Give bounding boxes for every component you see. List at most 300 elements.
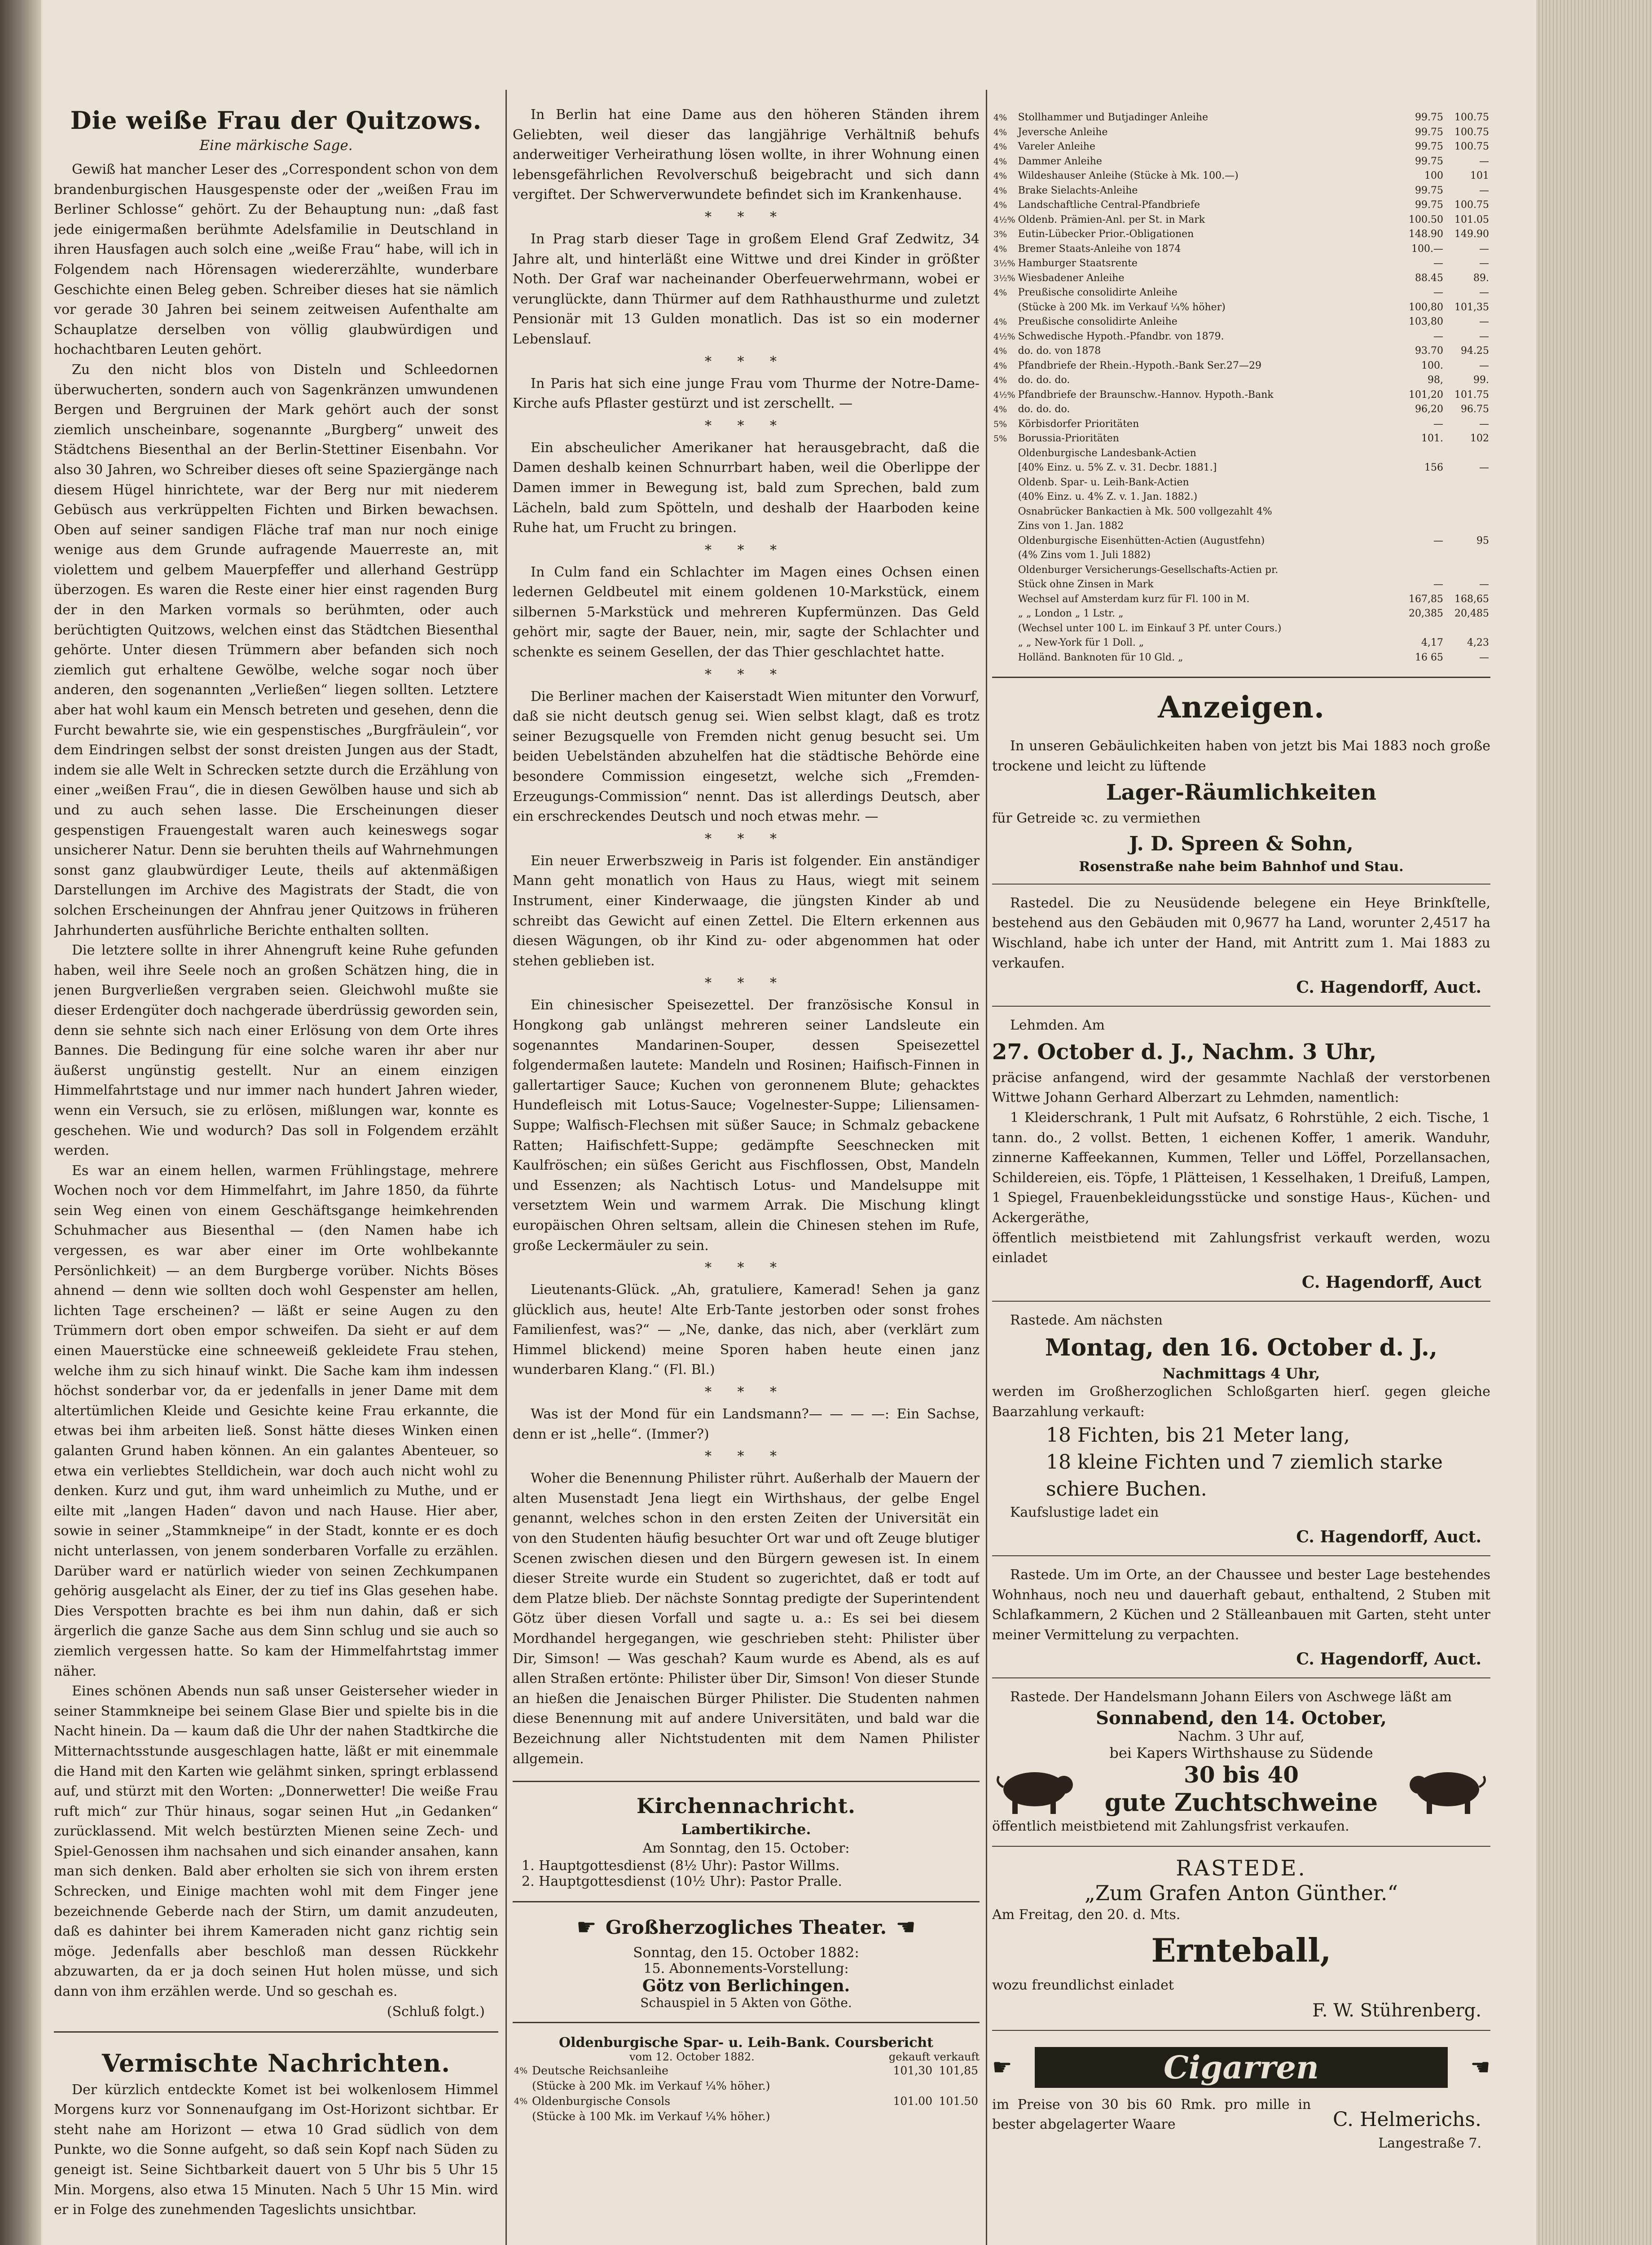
ad-text: Rastede. Der Handelsmann Johann Eilers von Aschwege läßt am bbox=[1010, 1689, 1452, 1705]
column-left bbox=[54, 90, 498, 2245]
ad-item: schiere Buchen. bbox=[1046, 1478, 1207, 1501]
rate-pct bbox=[992, 475, 1017, 490]
ad-time: Nachm. 3 Uhr auf, bbox=[1178, 1729, 1305, 1745]
rate-name: Preußische consolidirte Anleihe bbox=[1018, 316, 1177, 327]
table-row bbox=[992, 169, 1490, 184]
table-row bbox=[992, 592, 1490, 607]
table-row bbox=[992, 461, 1490, 475]
separator-stars: * * * bbox=[704, 418, 788, 434]
rate-buy: 99.75 bbox=[1415, 126, 1443, 138]
separator-stars: * * * bbox=[704, 353, 788, 370]
table-row: 4% Deutsche Reichsanleihe 101,30 101,85 bbox=[514, 2064, 978, 2078]
separator-stars: * * * bbox=[704, 209, 788, 225]
rate-name: Schwedische Hypoth.-Pfandbr. von 1879. bbox=[1018, 330, 1224, 342]
pointing-hand-right-icon: ☛ bbox=[576, 1914, 597, 1941]
ad-text: Rastedel. Die zu Neusüdende belegene ein Heye Brinkſtelle, bestehend aus den Gebäuden mit 0,9677 ha Land, worunter 2,4517 ha Wischland, habe ich unter der Hand, mit Antritt zum 1. Mai 1883 zu verkaufen. bbox=[992, 895, 1490, 971]
table-row bbox=[992, 490, 1490, 505]
table-row bbox=[992, 621, 1490, 636]
rate-pct bbox=[992, 577, 1017, 592]
rate-sell: 95 bbox=[1476, 535, 1489, 546]
column-middle bbox=[513, 90, 980, 2245]
ad-signature: C. Hagendorff, Auct. bbox=[1296, 978, 1481, 997]
church-title: Kirchennachricht. bbox=[637, 1794, 856, 1818]
rate-buy: 20,385 bbox=[1409, 608, 1443, 619]
church-service: 1. Hauptgottesdienst (8½ Uhr): Pastor Willms. bbox=[522, 1858, 840, 1874]
rate-name: [40% Einz. u. 5% Z. v. 31. Decbr. 1881.] bbox=[1018, 462, 1217, 473]
table-row bbox=[992, 373, 1490, 388]
rate-name: Landschaftliche Central-Pfandbriefe bbox=[1018, 199, 1200, 211]
rate-pct: 4% bbox=[993, 317, 1007, 327]
rate-name: Bremer Staats-Anleihe von 1874 bbox=[1018, 243, 1181, 255]
rate-name: Wiesbadener Anleihe bbox=[1018, 272, 1125, 284]
rate-pct: 4% bbox=[993, 288, 1007, 298]
rate-pct: 4% bbox=[993, 171, 1007, 181]
pig-icon bbox=[1405, 1762, 1490, 1816]
pig-ad-row bbox=[992, 1761, 1490, 1817]
table-row bbox=[992, 519, 1490, 534]
ad-text: für Getreide ꝛc. zu vermiethen bbox=[992, 810, 1201, 827]
rate-sell bbox=[1445, 490, 1490, 505]
ad-divider bbox=[992, 1677, 1490, 1678]
ad-text: öffentlich meistbietend mit Zahlungsfrist verkaufen. bbox=[992, 1818, 1349, 1835]
rate-sell bbox=[1445, 446, 1490, 461]
rate-buy: 4,17 bbox=[1421, 637, 1443, 648]
rate-sell: 102 bbox=[1470, 433, 1489, 444]
rate-buy: — bbox=[1433, 330, 1443, 342]
rate-sell: 100.75 bbox=[1454, 126, 1489, 138]
rate-pct: 4% bbox=[993, 185, 1007, 196]
rate-pct: 4% bbox=[993, 244, 1007, 254]
rate-buy: 100 bbox=[1424, 170, 1443, 181]
story-paragraph: Eines schönen Abends nun saß unser Geisterseher wieder in seiner Stammkneipe bei seinem Glase Bier und spielte bis in die Nacht hinein. Da — kaum daß die Uhr der nahen Stadtkirche die Mitternachtsstunde ausgeschlagen hatte, läßt er mit einemmale die Hand mit den Karten wie gelähmt sinken, springt erblassend auf, und stürzt mit den Worten: „Donnerwetter! Die weiße Frau ruft mich“ zur Thür hinaus, sogar seinen Hut „in Gedanken“ zurücklassend. Mit welch bestürzten Mienen seine Zech- und Spiel-Genossen ihm nachsahen und sich einander ansahen, kann man sich denken. Bald aber erholten sie sich von ihrem ersten Schrecken, und Einige machten wohl mit dem Finger jene bezeichnende Geberde nach der Stirn, um damit anzudeuten, daß es dahinter bei ihrem Kameraden nicht ganz richtig sein möge. Jedenfalls aber beschloß man dessen Rückkehr abzuwarten, da er ja doch seinen Hut holen müsse, und sich dann von ihm erzählen werde. Und so geschah es. bbox=[54, 1683, 498, 2000]
table-row bbox=[992, 431, 1490, 446]
rate-sell: 101 bbox=[1470, 170, 1489, 181]
ad-headline: Lager-Räumlichkeiten bbox=[1106, 780, 1377, 806]
rate-pct bbox=[992, 534, 1017, 549]
rate-pct bbox=[992, 636, 1017, 651]
story-subtitle: Eine märkische Sage. bbox=[199, 137, 353, 154]
separator-stars: * * * bbox=[704, 975, 788, 991]
ad-text: wozu freundlichst einladet bbox=[992, 1977, 1174, 1994]
rate-pct: 4% bbox=[993, 113, 1007, 123]
table-row bbox=[992, 548, 1490, 563]
table-row bbox=[992, 315, 1490, 330]
rate-pct bbox=[992, 300, 1017, 315]
church-date: Am Sonntag, den 15. October: bbox=[642, 1840, 850, 1857]
ad-text: Rastede. Am nächsten bbox=[1010, 1312, 1163, 1328]
rate-buy bbox=[1399, 519, 1445, 534]
rate-sell: 4,23 bbox=[1467, 637, 1489, 648]
rate-name: Oldenburgische Eisenhütten-Actien (Augustfehn) bbox=[1018, 535, 1265, 546]
ad-item: 18 Fichten, bis 21 Meter lang, bbox=[1046, 1424, 1350, 1447]
section-divider bbox=[513, 1781, 980, 1782]
story-continued-note: (Schluß folgt.) bbox=[387, 2003, 485, 2020]
rate-sell: — bbox=[1479, 316, 1489, 327]
ad-count: 30 bis 40 bbox=[1183, 1761, 1299, 1788]
rate-buy bbox=[1399, 548, 1445, 563]
pointing-hand-left-icon: ☚ bbox=[1470, 2054, 1490, 2081]
rate-buy: 99.75 bbox=[1415, 185, 1443, 196]
rate-buy: 98, bbox=[1428, 374, 1443, 386]
table-row bbox=[992, 330, 1490, 344]
rate-buy: 101. bbox=[1421, 433, 1443, 444]
rate-pct: 3% bbox=[993, 229, 1007, 239]
book-fore-edge bbox=[1536, 0, 1652, 2245]
bank-table bbox=[513, 2063, 980, 2124]
separator-stars: * * * bbox=[704, 542, 788, 558]
news-item: In Prag starb dieser Tage in großem Elend Graf Zedwitz, 34 Jahre alt, und hinterläßt eine Wittwe und drei Kinder in größter Noth. Der Graf war nacheinander Oberfeuerwehrmann, wobei er verunglückte, dann Thürmer auf dem Rathhausthurme und zuletzt Pensionär mit 13 Gulden monatlich. Das ist so ein moderner Lebenslauf. bbox=[513, 231, 980, 347]
ad-signature: C. Hagendorff, Auct. bbox=[1296, 1650, 1481, 1669]
rate-name: Oldenburger Versicherungs-Gesellschafts-Actien pr. bbox=[1018, 564, 1279, 576]
church-service: 2. Hauptgottesdienst (10½ Uhr): Pastor Pralle. bbox=[522, 1874, 842, 1890]
rate-pct bbox=[992, 607, 1017, 621]
rate-sell: 94.25 bbox=[1461, 345, 1489, 357]
rate-buy bbox=[1399, 505, 1445, 519]
rate-pct bbox=[992, 592, 1017, 607]
theatre-date: Sonntag, den 15. October 1882: bbox=[633, 1945, 859, 1961]
ad-text: im Preise von 30 bis 60 Rmk. pro mille in bester abgelagerter Waare bbox=[992, 2096, 1311, 2133]
rate-sell bbox=[1445, 519, 1490, 534]
theatre-play: Götz von Berlichingen. bbox=[642, 1976, 850, 1996]
rate-pct: 3½% bbox=[993, 273, 1015, 283]
rate-pct bbox=[992, 548, 1017, 563]
table-row bbox=[992, 140, 1490, 154]
news-item: In Paris hat sich eine junge Frau vom Thurme der Notre-Dame-Kirche aufs Pflaster gestürzt und ist zerschellt. — bbox=[513, 375, 980, 412]
news-item: Ein neuer Erwerbszweig in Paris ist folgender. Ein anständiger Mann geht monatlich von Haus zu Haus, wiegt mit seinem Instrument, einer Kinderwaage, die jüngsten Kinder ab und schreibt das Gewicht auf einen Zettel. Die Eltern erkennen aus diesen Wägungen, ob ihr Kind zu- oder abgenommen hat oder stehen geblieben ist. bbox=[513, 853, 980, 969]
misc-news-paragraph: Der kürzlich entdeckte Komet ist bei wolkenlosem Himmel Morgens kurz vor Sonnenaufgang im Ost-Horizont sichtbar. Er steht nahe am Horizont — etwa 10 Grad südlich von dem Punkte, wo die Sonne aufgeht, so daß sein Kopf nach Süden zu geneigt ist. Seine Sichtbarkeit dauert von 5 Uhr bis 5 Uhr 15 Min. Morgens, also etwa 15 Minuten. Nach 5 Uhr 15 Min. wird er in Folge des zunehmenden Tageslichts unsichtbar. bbox=[54, 2082, 498, 2218]
rate-buy: 100,80 bbox=[1409, 301, 1443, 313]
news-item: Woher die Benennung Philister rührt. Außerhalb der Mauern der alten Musenstadt Jena liegt ein Wirthshaus, der gelbe Engel genannt, welches schon in den ersten Zeiten der Universität ein von den Studenten häufig besuchter Ort war und oft Zeuge blutiger Scenen zwischen diesen und den Bürgern gewesen ist. In einem dieser Streite wurde ein Student so zugerichtet, daß er todt auf dem Platze blieb. Der nächste Sonntag predigte der Superintendent Götz über diesen Vorfall und sagte u. a.: Es sei bei diesem Mordhandel hergegangen, wie geschrieben steht: Philister über Dir, Simson! — Was geschah? Kaum wurde es Abend, als es auf allen Straßen ertönte: Philister über Dir, Simson! Von dieser Stunde an hießen die Jenaischen Bürger Philister. Die Studenten nahmen diese Benennung mit auf andere Universitäten, und bald war die Bezeichnung aller Nichtstudenten mit dem Namen Philister allgemein. bbox=[513, 1470, 980, 1767]
separator-stars: * * * bbox=[704, 666, 788, 682]
ad-time: Nachmittags 4 Uhr, bbox=[1162, 1365, 1320, 1382]
column-rule bbox=[986, 90, 987, 2245]
rate-buy: — bbox=[1433, 579, 1443, 590]
rate-name: Dammer Anleihe bbox=[1018, 155, 1102, 167]
rate-buy: 103,80 bbox=[1409, 316, 1443, 327]
rate-pct: 5% bbox=[993, 419, 1007, 429]
rate-sell: — bbox=[1479, 418, 1489, 430]
table-row bbox=[992, 359, 1490, 374]
rate-buy: — bbox=[1433, 535, 1443, 546]
table-row: (Stücke à 200 Mk. im Verkauf ¼% höher.) bbox=[532, 2079, 770, 2093]
ad-event: Ernteball, bbox=[1151, 1931, 1331, 1970]
rate-sell bbox=[1445, 621, 1490, 636]
rate-sell: — bbox=[1479, 462, 1489, 473]
ad-signature: C. Hagendorff, Auct bbox=[1301, 1272, 1481, 1292]
ad-date: Sonnabend, den 14. October, bbox=[1096, 1708, 1387, 1729]
rate-sell: 168,65 bbox=[1454, 593, 1489, 605]
table-row bbox=[992, 475, 1490, 490]
ad-date: Montag, den 16. October d. J., bbox=[1045, 1334, 1438, 1362]
rate-pct bbox=[992, 651, 1017, 665]
section-divider bbox=[513, 1901, 980, 1902]
rate-sell: — bbox=[1479, 243, 1489, 255]
rate-pct bbox=[992, 621, 1017, 636]
rate-buy: 99.75 bbox=[1415, 112, 1443, 123]
ad-text: In unseren Gebäulichkeiten haben von jetzt bis Mai 1883 noch große trockene und leicht zu lüftende bbox=[992, 738, 1490, 774]
ad-items: 1 Kleiderschrank, 1 Pult mit Aufsatz, 6 Rohrstühle, 2 eich. Tische, 1 tann. do., 2 vollst. Betten, 1 eichenen Koffer, 1 amerik. Wanduhr, zinnerne Kaffeekannen, Kummen, Teller und Löffel, Porzellansachen, Schildereien, eis. Töpfe, 1 Plätteisen, 1 Kesselhaken, 1 Dreifuß, Lampen, 1 Spiegel, Frauenbekleidungsstücke und sonstige Haus-, Küchen- und Ackergeräthe, bbox=[992, 1109, 1490, 1226]
rate-name: Wechsel auf Amsterdam kurz für Fl. 100 in M. bbox=[1018, 593, 1250, 605]
table-row bbox=[992, 417, 1490, 432]
story-paragraph: Die letztere sollte in ihrer Ahnengruft keine Ruhe gefunden haben, weil ihre Seele noch an großen Schätzen hing, die in jenen Burgverließen vergraben seien. Gleichwohl mußte sie dieser Erdengüter doch nachgerade überdrüssig geworden sein, denn sie sehnte sich nach einer Erlösung von dem Orte ihres Bannes. Die Bedingung für eine solche waren ihr aber nur äußerst ungünstig gestellt. Nur an einem einzigen Himmelfahrtstage und nur immer nach hundert Jahren wieder, wenn ein Versuch, sie zu erlösen, mißlungen war, konnte es geschehen. Wie und wodurch? Das soll in Folgendem erzählt werden. bbox=[54, 942, 498, 1159]
rate-sell: 100.75 bbox=[1454, 112, 1489, 123]
rate-name: Oldenb. Prämien-Anl. per St. in Mark bbox=[1018, 214, 1205, 225]
rate-buy: 148.90 bbox=[1409, 229, 1443, 240]
rate-sell: — bbox=[1479, 651, 1489, 663]
rate-pct: 4% bbox=[993, 375, 1007, 385]
rate-name: (Stücke à 200 Mk. im Verkauf ¼% höher) bbox=[1018, 301, 1226, 313]
rate-buy: 101,20 bbox=[1409, 389, 1443, 401]
table-row bbox=[992, 388, 1490, 403]
rate-sell: — bbox=[1479, 185, 1489, 196]
rate-sell bbox=[1445, 548, 1490, 563]
rate-name: Borussia-Prioritäten bbox=[1018, 433, 1119, 444]
rate-name: Hamburger Staatsrente bbox=[1018, 258, 1138, 269]
rate-sell: 89. bbox=[1473, 272, 1489, 284]
rate-sell: 20,485 bbox=[1454, 608, 1489, 619]
rate-name: „ „ London „ 1 Lstr. „ bbox=[1018, 608, 1124, 619]
rate-sell: — bbox=[1479, 155, 1489, 167]
theatre-performance: 15. Abonnements-Vorstellung: bbox=[643, 1961, 849, 1977]
ad-text: präcise anfangend, wird der gesammte Nachlaß der verstorbenen Wittwe Johann Gerhard Alberzart zu Lehmden, namentlich: bbox=[992, 1070, 1490, 1106]
cigar-banner bbox=[992, 2040, 1490, 2095]
table-row bbox=[992, 402, 1490, 417]
rate-name: Vareler Anleihe bbox=[1018, 141, 1095, 152]
rate-buy: 99.75 bbox=[1415, 155, 1443, 167]
ad-divider bbox=[992, 884, 1490, 885]
ad-firm: J. D. Spreen & Sohn, bbox=[1129, 832, 1353, 855]
pointing-hand-left-icon: ☚ bbox=[896, 1914, 916, 1941]
rate-name: Wildeshauser Anleihe (Stücke à Mk. 100.—) bbox=[1018, 170, 1239, 181]
ad-item: 18 kleine Fichten und 7 ziemlich starke bbox=[1046, 1451, 1443, 1474]
rate-buy bbox=[1399, 563, 1445, 578]
rate-name: Stück ohne Zinsen in Mark bbox=[1018, 579, 1154, 590]
bank-title: Oldenburgische Spar- u. Leih-Bank. Coursbericht bbox=[558, 2035, 934, 2051]
rate-sell: 96.75 bbox=[1461, 404, 1489, 415]
ad-inn: „Zum Grafen Anton Günther.“ bbox=[1085, 1880, 1398, 1905]
column-rule bbox=[505, 90, 507, 2245]
rate-buy bbox=[1399, 621, 1445, 636]
theatre-banner bbox=[513, 1914, 980, 1940]
ad-text: Rastede. Um im Orte, an der Chaussee und bester Lage bestehendes Wohnhaus, noch neu und dauerhaft gebaut, enthaltend, 2 Stuben mit Schlafkammern, 2 Küchen und 2 Ställeanbauen mit Garten, steht unter meiner Vermittelung zu verpachten. bbox=[992, 1567, 1490, 1643]
rate-sell: — bbox=[1479, 287, 1489, 298]
rate-name: Stollhammer und Butjadinger Anleihe bbox=[1018, 112, 1208, 123]
rate-name: Zins von 1. Jan. 1882 bbox=[1018, 520, 1124, 532]
rate-sell: — bbox=[1479, 330, 1489, 342]
news-item: Ein chinesischer Speisezettel. Der französische Konsul in Hongkong gab unlängst mehreren seiner Landsleute ein sogenanntes Mandarinen-Souper, dessen Speisezettel folgendermaßen lautete: Mandeln und Rosinen; Haifisch-Finnen in gallertartiger Sauce; Kuchen von geronnenem Blute; gehacktes Hundefleisch mit Lotus-Sauce; Vogelnester-Suppe; Liliensamen-Suppe; Walfisch-Flechsen mit süßer Sauce; in Schmalz gebackene Ratten; Haifischfett-Suppe; gedämpfte Seeschnecken mit Kaulfröschen; ein süßes Gericht aus Fischflossen, Obst, Mandeln und Essenzen; als Nachtisch Lotus- und Mandelsuppe mit versetztem Wein und warmem Arrak. Die Mischung klingt europäischen Ohren seltsam, allein die Chinesen stehen im Rufe, große Leckermäuler zu sein. bbox=[513, 997, 980, 1254]
rate-name: do. do. do. bbox=[1018, 374, 1070, 386]
news-item: Ein abscheulicher Amerikaner hat herausgebracht, daß die Damen deshalb keinen Schnurrbart haben, weil die Oberlippe der Damen immer in Bewegung ist, bald zum Sprechen, bald zum Lächeln, bald zum Spötteln, und deshalb der Haarboden keine Ruhe hat, um Frucht zu bringen. bbox=[513, 440, 980, 536]
table-row bbox=[992, 125, 1490, 140]
rate-buy: 16 65 bbox=[1415, 651, 1443, 663]
theatre-title: Großherzogliches Theater. bbox=[605, 1916, 887, 1938]
ad-text: werden im Großherzoglichen Schloßgarten hierſ. gegen gleiche Baarzahlung verkauft: bbox=[992, 1384, 1490, 1420]
rate-pct bbox=[992, 505, 1017, 519]
ad-signature: F. W. Stührenberg. bbox=[1312, 2000, 1481, 2021]
separator-stars: * * * bbox=[704, 831, 788, 847]
rate-name: Pfandbriefe der Rhein.-Hypoth.-Bank Ser.27—29 bbox=[1018, 360, 1262, 371]
column-right bbox=[992, 90, 1490, 2245]
rate-sell: 101.75 bbox=[1454, 389, 1489, 401]
ad-signature: C. Helmerichs. bbox=[1333, 2108, 1481, 2131]
rate-buy: 100.50 bbox=[1409, 214, 1443, 225]
table-row bbox=[992, 300, 1490, 315]
rate-name: Jeversche Anleihe bbox=[1018, 126, 1108, 138]
rate-name: Eutin-Lübecker Prior.-Obligationen bbox=[1018, 229, 1194, 240]
bank-date: vom 12. October 1882. bbox=[629, 2051, 755, 2064]
rate-pct: 4% bbox=[993, 200, 1007, 210]
ad-date: Am Freitag, den 20. d. Mts. bbox=[992, 1906, 1181, 1923]
table-row bbox=[992, 184, 1490, 198]
rate-buy: 88.45 bbox=[1415, 272, 1443, 284]
table-row bbox=[992, 636, 1490, 651]
church-name: Lambertikirche. bbox=[681, 1821, 811, 1838]
rate-sell: — bbox=[1479, 258, 1489, 269]
table-row bbox=[992, 154, 1490, 169]
table-row bbox=[992, 271, 1490, 286]
rate-sell: 101.05 bbox=[1454, 214, 1489, 225]
separator-stars: * * * bbox=[704, 1384, 788, 1400]
rate-pct bbox=[992, 446, 1017, 461]
rate-pct bbox=[992, 563, 1017, 578]
ad-address: Rosenstraße nahe beim Bahnhof und Stau. bbox=[1079, 858, 1404, 875]
book-spine bbox=[0, 0, 41, 2245]
ad-divider bbox=[992, 1555, 1490, 1556]
table-row bbox=[992, 651, 1490, 665]
news-item: Lieutenants-Glück. „Ah, gratuliere, Kamerad! Sehen ja ganz glücklich aus, heute! Alte Erb-Tante jestorben oder sonst frohes Familienfest, was?“ — „Ne, danke, das nich, aber (verklärt zum Himmel blickend) meine Sporen haben heute einen janz wunderbaren Klang.“ (Fl. Bl.) bbox=[513, 1282, 980, 1378]
rate-sell: 100.75 bbox=[1454, 199, 1489, 211]
rate-sell: — bbox=[1479, 579, 1489, 590]
table-row bbox=[992, 534, 1490, 549]
story-paragraph: Es war an einem hellen, warmen Frühlingstage, mehrere Wochen noch vor dem Himmelfahrt, im Jahre 1850, da führte sein Weg einen von einem Geschäftsgange heimkehrenden Schuhmacher aus Biesenthal — (den Namen habe ich vergessen, es war aber einer im Orte wohlbekannte Persönlichkeit) — an dem Burgberge vorüber. Nichts Böses ahnend — denn wie sollten doch wohl Gespenster am hellen, lichten Tage erscheinen? — läßt er seine Augen zu den Trümmern dort oben empor schweifen. Da sieht er auf dem einen Mauerstücke eine schneeweiß gekleidete Frau stehen, welche ihm zu sich hinauf winkt. Die Sache kam ihm indessen höchst sonderbar vor, da er jedenfalls in jener Dame mit dem altertümlichen Kleide und Gesichte keine Frau erkannte, die etwas bei ihm arbeiten ließ. Sonst hätte dieses Winken einen galanten Grund haben können. An ein galantes Abenteuer, so etwa ein verliebtes Stelldichein, war doch auch nicht wohl zu denken. Kurz und gut, ihm ward unheimlich zu Muthe, und er eilte mit „langen Haden“ davon und nach Hause. Hier aber, sowie in seiner „Stammkneipe“ in der Stadt, konnte er es doch nicht unterlassen, von jenem sonderbaren Vorfalle zu erzählen. Darüber ward er natürlich wieder von seinen Zechkumpanen gehörig ausgelacht als Einer, der zu tief ins Glas gesehen habe. Dies Verspotten brachte es bei ihm nun dahin, daß er sich ärgerlich die ganze Sache aus dem Sinn schlug und sie auch so ziemlich vergessen hatte. So kam der Himmelfahrtstag immer näher. bbox=[54, 1162, 498, 1679]
rate-name: (4% Zins vom 1. Juli 1882) bbox=[1018, 550, 1151, 561]
rate-pct: 4½% bbox=[993, 390, 1015, 400]
rate-buy: 100. bbox=[1421, 360, 1443, 371]
news-item: In Berlin hat eine Dame aus den höheren Ständen ihrem Geliebten, weil dieser das langjährige Verhältniß behufs anderweitiger Verheirathung lösen wollte, in ihrer Wohnung einen lebensgefährlichen Revolverschuß beigebracht und sich dann vergiftet. Der Schwerverwundete befindet sich im Krankenhause. bbox=[513, 107, 980, 203]
ad-text: öffentlich meistbietend mit Zahlungsfrist verkauft werden, wozu einladet bbox=[992, 1230, 1490, 1266]
ad-divider bbox=[992, 1006, 1490, 1007]
rate-name: Oldenburgische Landesbank-Actien bbox=[1018, 447, 1196, 459]
rate-pct: 4½% bbox=[993, 331, 1015, 342]
pig-icon bbox=[992, 1762, 1077, 1816]
rate-name: „ „ New-York für 1 Doll. „ bbox=[1018, 637, 1144, 648]
story-title: Die weiße Frau der Quitzows. bbox=[70, 106, 482, 135]
table-row bbox=[992, 577, 1490, 592]
rate-name: (40% Einz. u. 4% Z. v. 1. Jan. 1882.) bbox=[1018, 491, 1198, 502]
rate-pct: 4% bbox=[993, 361, 1007, 371]
table-row bbox=[992, 286, 1490, 300]
rate-sell: — bbox=[1479, 360, 1489, 371]
exchange-rates-table bbox=[992, 110, 1490, 665]
rate-name: do. do. von 1878 bbox=[1018, 345, 1101, 357]
ads-title: Anzeigen. bbox=[1158, 690, 1325, 725]
rate-sell bbox=[1445, 505, 1490, 519]
rate-pct: 4% bbox=[993, 127, 1007, 137]
section-divider bbox=[992, 677, 1490, 678]
rate-sell: 149.90 bbox=[1454, 229, 1489, 240]
misc-news-title: Vermischte Nachrichten. bbox=[102, 2048, 450, 2078]
rate-name: Brake Sielachts-Anleihe bbox=[1018, 185, 1138, 196]
rate-pct bbox=[992, 461, 1017, 475]
ad-text: Lehmden. Am bbox=[1010, 1017, 1105, 1034]
section-divider bbox=[54, 2031, 498, 2033]
cigar-title: Cigarren bbox=[1035, 2047, 1448, 2088]
rate-buy: 167,85 bbox=[1409, 593, 1443, 605]
rate-pct: 4% bbox=[993, 142, 1007, 152]
rate-sell: 99. bbox=[1473, 374, 1489, 386]
news-item: In Culm fand ein Schlachter im Magen eines Ochsen einen ledernen Geldbeutel mit einem goldenen 10-Markstück, einem silbernen 5-Markstück und mehreren Kupfermünzen. Das Geld gehört mir, sagte der Bauer, nein, mir, sagte der Schlachter und schenkte es seinem Gesellen, der das Thier geschlachtet hatte. bbox=[513, 564, 980, 660]
rate-pct: 4% bbox=[993, 346, 1007, 356]
rate-buy: — bbox=[1433, 418, 1443, 430]
table-row bbox=[992, 213, 1490, 228]
rate-name: Holländ. Banknoten für 10 Gld. „ bbox=[1018, 651, 1183, 663]
rate-buy: 99.75 bbox=[1415, 141, 1443, 152]
rate-sell bbox=[1445, 563, 1490, 578]
ad-divider bbox=[992, 1301, 1490, 1302]
rate-pct: 3½% bbox=[993, 259, 1015, 269]
table-row: (Stücke à 100 Mk. im Verkauf ¼% höher.) bbox=[532, 2110, 770, 2123]
section-divider bbox=[513, 2022, 980, 2023]
table-row bbox=[992, 505, 1490, 519]
ad-town: RASTEDE. bbox=[1176, 1855, 1307, 1881]
bank-head-sell: verkauft bbox=[933, 2051, 980, 2064]
rate-pct: 4½% bbox=[993, 215, 1015, 225]
rate-buy bbox=[1399, 490, 1445, 505]
ad-divider bbox=[992, 2030, 1490, 2031]
rate-sell bbox=[1445, 475, 1490, 490]
rate-name: Pfandbriefe der Braunschw.-Hannov. Hypoth.-Bank bbox=[1018, 389, 1274, 401]
news-item: Was ist der Mond für ein Landsmann?— — — —: Ein Sachse, denn er ist „helle“. (Immer?) bbox=[513, 1406, 980, 1442]
bank-head-buy: gekauft bbox=[888, 2051, 931, 2064]
rate-buy: 156 bbox=[1424, 462, 1443, 473]
rate-name: Osnabrücker Bankactien à Mk. 500 vollgezahlt 4% bbox=[1018, 506, 1272, 517]
rate-pct bbox=[992, 519, 1017, 534]
ad-place: bei Kapers Wirthshause zu Südende bbox=[1109, 1744, 1373, 1762]
rate-buy: 93.70 bbox=[1415, 345, 1443, 357]
story-paragraph: Gewiß hat mancher Leser des „Correspondent schon von dem brandenburgischen Hausgespenste oder der „weißen Frau im Berliner Schlosse“ gehört. Zu der Behauptung nun: „daß fast jede einigermaßen berühmte Adelsfamilie in Deutschland in ihren Hausfagen auch solch eine „weiße Frau“ habe, will ich in Folgendem nach Hörensagen wiedererzählte, wunderbare Geschichte einen Beleg geben. Schreiber dieses hat sie nämlich vor gerade 30 Jahren bei seinem zeitweisen Aufenthalte am Schauplatze derselben von völlig glaubwürdigen und hochachtbaren Leuten gehört. bbox=[54, 162, 498, 358]
ad-text: Kaufslustige ladet ein bbox=[1010, 1505, 1159, 1521]
ad-signature: C. Hagendorff, Auct. bbox=[1296, 1527, 1481, 1547]
rate-name: do. do. do. bbox=[1018, 404, 1070, 415]
rate-pct bbox=[992, 490, 1017, 505]
table-row bbox=[992, 563, 1490, 578]
rate-name: Körbisdorfer Prioritäten bbox=[1018, 418, 1139, 430]
table-row bbox=[992, 198, 1490, 213]
rate-name: Preußische consolidirte Anleihe bbox=[1018, 287, 1177, 298]
rate-buy: — bbox=[1433, 287, 1443, 298]
table-row bbox=[992, 110, 1490, 125]
ad-date: 27. October d. J., Nachm. 3 Uhr, bbox=[992, 1039, 1377, 1065]
news-item: Die Berliner machen der Kaiserstadt Wien mitunter den Vorwurf, daß sie nicht deutsch genug sei. Wien selbst klagt, daß es trotz seiner Bezugsquelle von Fremden nicht genug besucht sei. Um beiden Uebelständen abzuhelfen hat die städtische Behörde eine besondere Commission eingesetzt, welche sich „Fremden-Erzeugungs-Commission“ nennt. Das ist allerdings Deutsch, aber ein erschreckendes Deutsch und noch etwas mehr. — bbox=[513, 688, 980, 825]
ad-address: Langestraße 7. bbox=[1378, 2135, 1481, 2151]
rate-buy bbox=[1399, 446, 1445, 461]
rate-name: Oldenb. Spar- u. Leih-Bank-Actien bbox=[1018, 476, 1189, 488]
rate-buy: 99.75 bbox=[1415, 199, 1443, 211]
table-row bbox=[992, 344, 1490, 359]
rate-pct: 5% bbox=[993, 434, 1007, 444]
table-row bbox=[992, 256, 1490, 271]
table-row bbox=[992, 227, 1490, 242]
rate-sell: 101,35 bbox=[1454, 301, 1489, 313]
rate-sell: 100.75 bbox=[1454, 141, 1489, 152]
rate-buy: — bbox=[1433, 258, 1443, 269]
theatre-genre: Schauspiel in 5 Akten von Göthe. bbox=[640, 1995, 852, 2011]
rate-buy: 96,20 bbox=[1415, 404, 1443, 415]
rate-buy bbox=[1399, 475, 1445, 490]
bank-header-row bbox=[513, 2051, 980, 2063]
rate-name: (Wechsel unter 100 L. im Einkauf 3 Pf. unter Cours.) bbox=[1018, 622, 1282, 634]
ad-what: gute Zuchtschweine bbox=[1104, 1788, 1378, 1817]
